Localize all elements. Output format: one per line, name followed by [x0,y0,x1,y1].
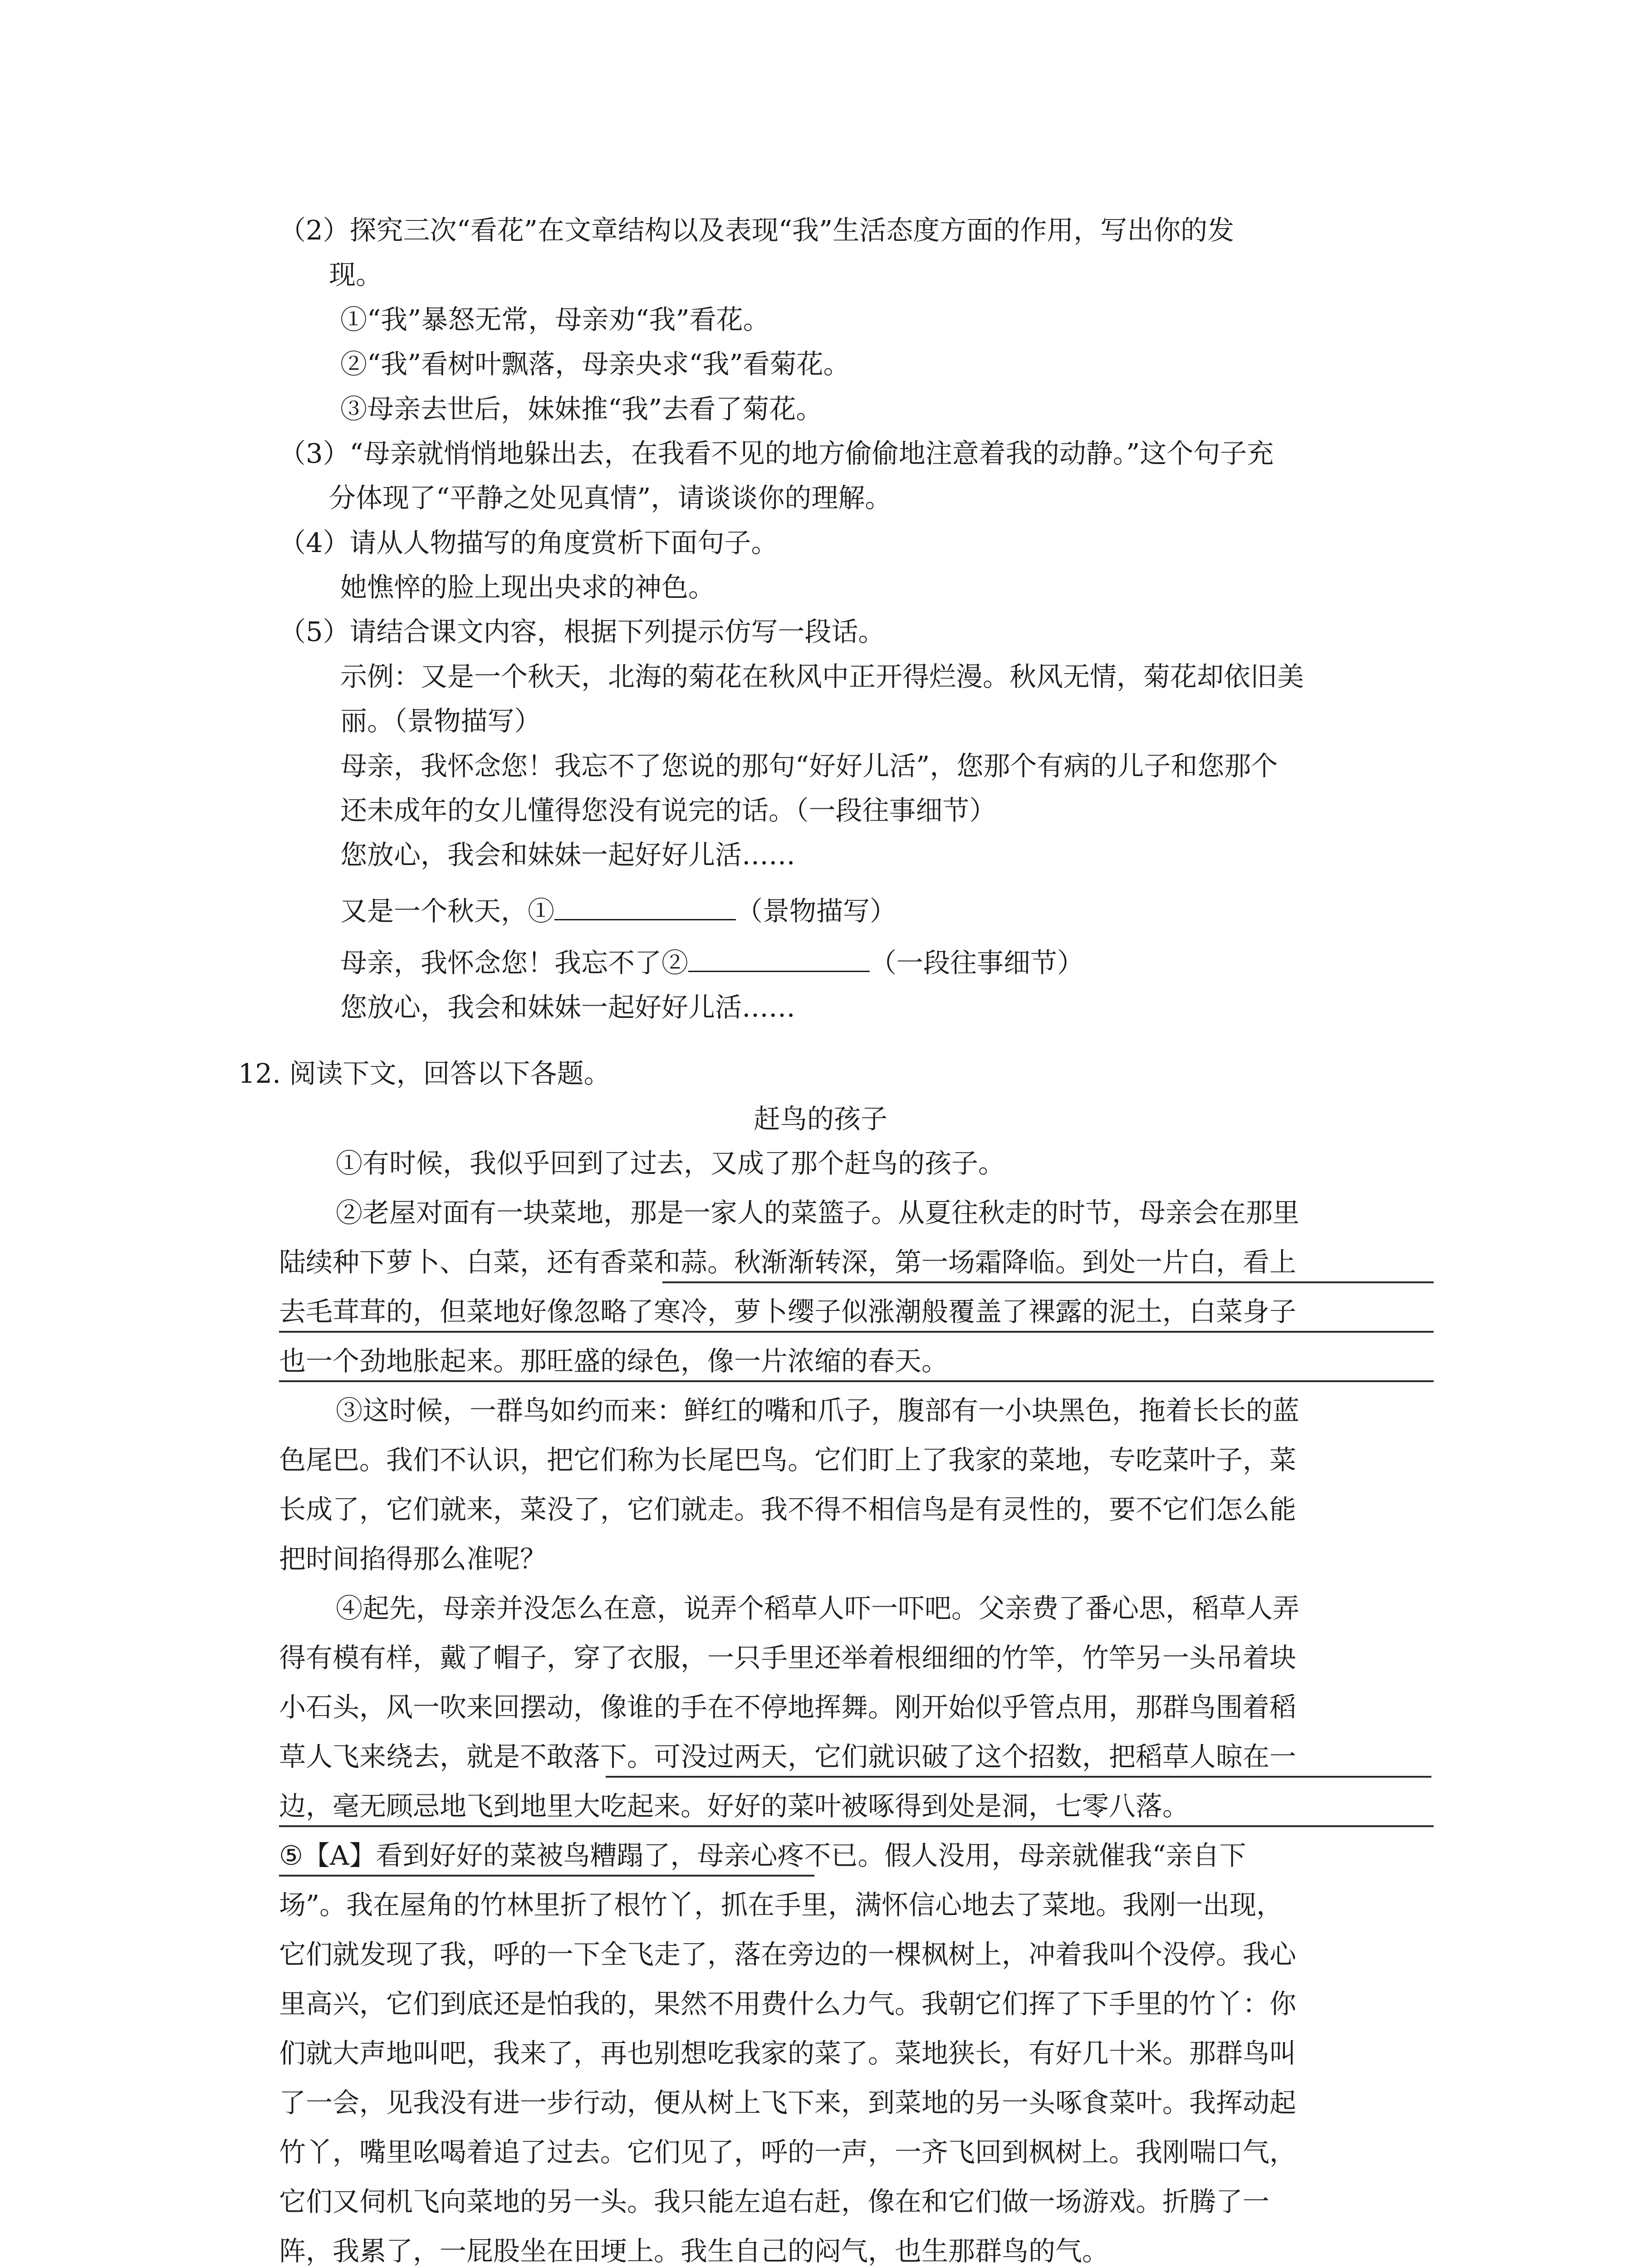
underline-para5-a [279,1875,814,1877]
q11-part2-item2: ②“我”看树叶飘落，母亲央求“我”看菊花。 [340,348,850,380]
q11-part5-closing: 您放心，我会和妹妹一起好好儿活…… [340,992,796,1023]
passage-line-18: 里高兴，它们到底还是怕我的，果然不用费什么力气。我朝它们挥了下手里的竹丫：你 [279,1988,1297,2019]
fill1-suffix: （景物描写） [736,895,897,927]
q11-part3-line2: 分体现了“平静之处见真情”，请谈谈你的理解。 [329,482,892,513]
q11-part5-example-line3: 母亲，我怀念您！我忘不了您说的那句“好好儿活”，您那个有病的儿子和您那个 [340,750,1278,782]
q12-stem: 12. 阅读下文，回答以下各题。 [238,1058,611,1089]
q11-part2-line1: （2）探究三次“看花”在文章结构以及表现“我”生活态度方面的作用，写出你的发 [279,215,1234,246]
passage-line-3: 陆续种下萝卜、白菜，还有香菜和蒜。秋渐渐转深，第一场霜降临。到处一片白，看上 [279,1246,1297,1278]
underline-para2-a [662,1281,1434,1283]
passage-line-16: 场”。我在屋角的竹林里折了根竹丫，抓在手里，满怀信心地去了菜地。我刚一出现， [279,1889,1283,1921]
q12-passage-title: 赶鸟的孩子 [753,1103,887,1134]
underline-para4-a [606,1776,1431,1778]
passage-line-5: 也一个劲地胀起来。那旺盛的绿色，像一片浓缩的春天。 [279,1345,949,1377]
q11-part5-example-line5: 您放心，我会和妹妹一起好好儿活…… [340,839,796,870]
passage-line-7: 色尾巴。我们不认识，把它们称为长尾巴鸟。它们盯上了我家的菜地，专吃菜叶子，菜 [279,1444,1297,1476]
passage-line-1: ①有时候，我似乎回到了过去，又成了那个赶鸟的孩子。 [336,1148,1005,1179]
q11-part2-item1: ①“我”暴怒无常，母亲劝“我”看花。 [340,304,770,335]
passage-line-6: ③这时候，一群鸟如约而来：鲜红的嘴和爪子，腹部有一小块黑色，拖着长长的蓝 [336,1395,1300,1426]
q11-part5-example-line2: 丽。（景物描写） [340,705,541,737]
passage-line-12: 小石头，风一吹来回摆动，像谁的手在不停地挥舞。刚开始似乎管点用，那群鸟围着稻 [279,1691,1297,1723]
passage-line-17: 它们就发现了我，呼的一下全飞走了，落在旁边的一棵枫树上，冲着我叫个没停。我心 [279,1939,1297,1970]
passage-line-9: 把时间掐得那么准呢？ [279,1543,547,1574]
underline-para2-c [279,1380,1434,1382]
passage-line-11: 得有模有样，戴了帽子，穿了衣服，一只手里还举着根细细的竹竿，竹竿另一头吊着块 [279,1642,1297,1673]
passage-line-22: 它们又伺机飞向菜地的另一头。我只能左追右赶，像在和它们做一场游戏。折腾了一 [279,2186,1270,2217]
answer-blank-1[interactable] [554,895,736,920]
q11-part2-line2: 现。 [329,259,383,290]
passage-line-2: ②老屋对面有一块菜地，那是一家人的菜篮子。从夏往秋走的时节，母亲会在那里 [336,1197,1300,1228]
underline-para2-b [279,1331,1434,1333]
q11-part2-item3: ③母亲去世后，妹妹推“我”去看了菊花。 [340,393,823,425]
passage-line-21: 竹丫，嘴里吆喝着追了过去。它们见了，呼的一声，一齐飞回到枫树上。我刚喘口气， [279,2136,1297,2168]
passage-line-19: 们就大声地叫吧，我来了，再也别想吃我家的菜了。菜地狭长，有好几十米。那群鸟叫 [279,2038,1297,2069]
passage-line-10: ④起先，母亲并没怎么在意，说弄个稻草人吓一吓吧。父亲费了番心思，稻草人弄 [336,1593,1300,1624]
passage-line-14: 边，毫无顾忌地飞到地里大吃起来。好好的菜叶被啄得到处是洞，七零八落。 [279,1790,1190,1822]
q11-part4-line1: （4）请从人物描写的角度赏析下面句子。 [279,527,778,558]
fill2-suffix: （一段往事细节） [870,947,1084,978]
fill2-prefix: 母亲，我怀念您！我忘不了② [340,947,689,978]
q11-part3-line1: （3）“母亲就悄悄地躲出去，在我看不见的地方偷偷地注意着我的动静。”这个句子充 [279,438,1274,469]
underline-para4-b [279,1825,1434,1827]
answer-blank-2[interactable] [688,947,870,972]
q11-part5-fill1 [340,895,896,928]
q11-part4-sentence: 她憔悴的脸上现出央求的神色。 [340,572,715,603]
q11-part5-example-line1: 示例：又是一个秋天，北海的菊花在秋风中正开得烂漫。秋风无情，菊花却依旧美 [340,661,1304,692]
passage-line-15: ⑤【A】看到好好的菜被鸟糟蹋了，母亲心疼不已。假人没用，母亲就催我“亲自下 [279,1840,1246,1871]
passage-line-20: 了一会，见我没有进一步行动，便从树上飞下来，到菜地的另一头啄食菜叶。我挥动起 [279,2087,1297,2118]
passage-line-13: 草人飞来绕去，就是不敢落下。可没过两天，它们就识破了这个招数，把稻草人晾在一 [279,1741,1297,1772]
passage-line-23: 阵，我累了，一屁股坐在田埂上。我生自己的闷气，也生那群鸟的气。 [279,2235,1109,2267]
fill1-prefix: 又是一个秋天，① [340,895,555,927]
passage-line-4: 去毛茸茸的，但菜地好像忽略了寒冷，萝卜缨子似涨潮般覆盖了裸露的泥土，白菜身子 [279,1296,1297,1327]
q11-part5-fill2 [340,947,1084,979]
q11-part5-line1: （5）请结合课文内容，根据下列提示仿写一段话。 [279,616,885,647]
q11-part5-example-line4: 还未成年的女儿懂得您没有说完的话。（一段往事细节） [340,795,996,826]
passage-line-8: 长成了，它们就来，菜没了，它们就走。我不得不相信鸟是有灵性的，要不它们怎么能 [279,1494,1297,1525]
